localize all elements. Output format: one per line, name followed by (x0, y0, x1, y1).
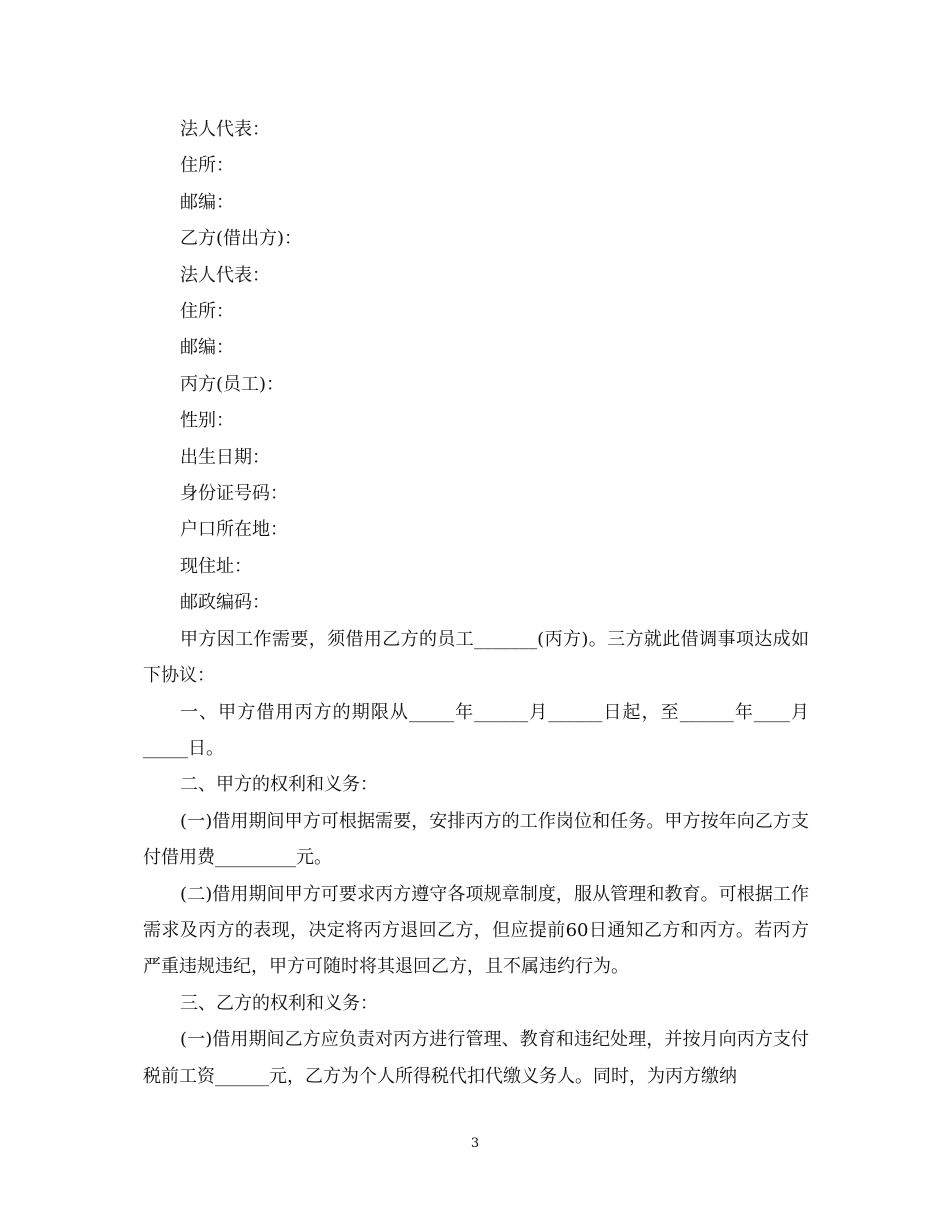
field-legal-rep-a: 法人代表： (180, 119, 270, 140)
field-postcode-b: 邮编： (180, 337, 234, 359)
field-gender: 性别： (180, 410, 234, 432)
document-body (143, 112, 809, 1095)
paragraph-party-a-clause-1: (一)借用期间甲方可根据需要，安排丙方的工作岗位和任务。甲方按年向乙方支付借用费_________元。 (143, 810, 809, 869)
paragraph-party-a-clause-2: (二)借用期间甲方可要求丙方遵守各项规章制度，服从管理和教育。可根据工作需求及丙方的表现，决定将丙方退回乙方，但应提前60日通知乙方和丙方。若丙方严重违规违纪，甲方可随时将其退回乙方，且不属违约行为。 (143, 883, 809, 978)
field-birth-date: 出生日期： (180, 446, 270, 468)
field-party-b: 乙方(借出方)： (180, 228, 303, 250)
field-current-address: 现住址： (180, 555, 252, 577)
paragraph-party-b-clause-1: (一)借用期间乙方应负责对丙方进行管理、教育和违纪处理，并按月向丙方支付税前工资______元，乙方为个人所得税代扣代缴义务人。同时，为丙方缴纳 (143, 1029, 809, 1087)
field-id-number: 身份证号码： (180, 483, 288, 505)
field-postal-code: 邮政编码： (180, 592, 270, 614)
field-household-location: 户口所在地： (180, 519, 288, 541)
field-address-a: 住所： (180, 155, 234, 177)
paragraph-term: 一、甲方借用丙方的期限从_____年______月______日起，至______年____月_____日。 (143, 701, 809, 759)
field-party-c: 丙方(员工)： (180, 373, 285, 395)
field-postcode-a: 邮编： (180, 191, 234, 213)
section-heading-party-a: 二、甲方的权利和义务： (180, 774, 378, 796)
paragraph-intro: 甲方因工作需要，须借用乙方的员工_______(丙方)。三方就此借调事项达成如下协议： (143, 628, 809, 687)
section-heading-party-b: 三、乙方的权利和义务： (180, 992, 378, 1014)
field-legal-rep-b: 法人代表： (180, 264, 270, 286)
page-number: 3 (470, 1136, 480, 1151)
field-address-b: 住所： (180, 301, 234, 323)
